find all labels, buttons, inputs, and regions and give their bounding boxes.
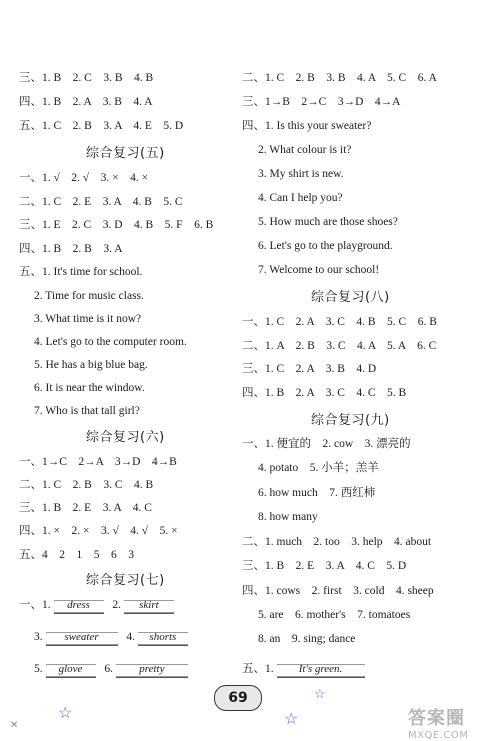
answer-line: 一、1. √ 2. √ 3. × 4. ×	[19, 172, 149, 184]
answer-line: 三、1. B 2. C 3. B 4. B	[19, 72, 154, 84]
star-icon: ☆	[314, 686, 326, 701]
watermark-url: MXQE.COM	[408, 730, 469, 741]
watermark-logo	[408, 704, 468, 741]
answer-line: 二、1. much 2. too 3. help 4. about	[242, 536, 432, 548]
answer-line: 6. It is near the window.	[34, 382, 145, 394]
answer-line: 二、1. C 2. B 3. B 4. A 5. C 6. A	[242, 72, 437, 84]
answer-line: 5. How much are those shoes?	[258, 216, 398, 228]
answer-line: 四、1. × 2. × 3. √ 4. √ 5. ×	[19, 525, 178, 537]
answer-line: 四、1. Is this your sweater?	[242, 120, 372, 132]
answer-line: 二、1. A 2. B 3. C 4. A 5. A 6. C	[242, 340, 437, 352]
answer-line: 二、1. C 2. B 3. C 4. B	[19, 479, 154, 491]
section-title-5: 综合复习(五)	[86, 146, 165, 161]
answer-line: 2. What colour is it?	[258, 144, 352, 156]
watermark-text: 答案圈	[408, 708, 465, 729]
star-icon: ☆	[284, 711, 299, 728]
answer-line: 4. potato 5. 小羊；羔羊	[258, 462, 379, 474]
item-number: 2.	[112, 599, 121, 611]
handwritten-answer: sweater	[46, 630, 118, 646]
answer-line: 一、1→C 2→A 3→D 4→B	[19, 456, 177, 468]
item-number: 5.	[34, 663, 43, 675]
answer-line: 五、1. C 2. B 3. A 4. E 5. D	[19, 120, 184, 132]
answer-line: 四、1. B 2. B 3. A	[19, 243, 123, 255]
answer-line: 7. Welcome to our school!	[258, 264, 380, 276]
item-number: 五、1.	[242, 663, 274, 675]
handwritten-answer: It's green.	[277, 662, 365, 678]
item-number: 6.	[104, 663, 113, 675]
answer-line: 5. are 6. mother's 7. tomatoes	[258, 609, 411, 621]
answer-line: 4. Can I help you?	[258, 192, 343, 204]
answer-line: 二、1. C 2. E 3. A 4. B 5. C	[19, 196, 183, 208]
answer-line: 四、1. B 2. A 3. C 4. C 5. B	[242, 387, 407, 399]
answer-line: 3. What time is it now?	[34, 313, 142, 325]
answer-line: 7. Who is that tall girl?	[34, 405, 140, 417]
handwritten-answer: pretty	[116, 662, 188, 678]
handwriting-row	[242, 662, 365, 678]
answer-line: 4. Let's go to the computer room.	[34, 336, 187, 348]
answer-line: 一、1. 便宜的 2. cow 3. 漂亮的	[242, 438, 411, 450]
handwritten-answer: dress	[54, 598, 104, 614]
answer-line: 五、4 2 1 5 6 3	[19, 549, 134, 561]
sparkle-icon: ✕	[10, 720, 19, 731]
answer-line: 6. Let's go to the playground.	[258, 240, 393, 252]
handwriting-row	[34, 630, 188, 646]
answer-line: 8. how many	[258, 511, 318, 523]
section-title-9: 综合复习(九)	[311, 413, 390, 428]
answer-line: 6. how much 7. 西红柿	[258, 487, 376, 499]
section-title-8: 综合复习(八)	[311, 290, 390, 305]
answer-line: 5. He has a big blue bag.	[34, 359, 148, 371]
answer-line: 一、1. C 2. A 3. C 4. B 5. C 6. B	[242, 316, 437, 328]
answer-line: 三、1. C 2. A 3. B 4. D	[242, 363, 377, 375]
answer-line: 四、1. B 2. A 3. B 4. A	[19, 96, 153, 108]
answer-line: 四、1. cows 2. first 3. cold 4. sheep	[242, 585, 434, 597]
section-title-6: 综合复习(六)	[86, 430, 165, 445]
page-number: 69	[214, 685, 262, 711]
answer-line: 2. Time for music class.	[34, 290, 144, 302]
handwritten-answer: skirt	[124, 598, 174, 614]
item-number: 3.	[34, 631, 43, 643]
answer-line: 三、1. E 2. C 3. D 4. B 5. F 6. B	[19, 219, 214, 231]
answer-line: 8. an 9. sing; dance	[258, 633, 356, 645]
item-number: 4.	[126, 631, 135, 643]
answer-line: 三、1. B 2. E 3. A 4. C	[19, 502, 152, 514]
item-number: 一、1.	[19, 599, 51, 611]
handwriting-row	[19, 598, 174, 614]
answer-line: 三、1→B 2→C 3→D 4→A	[242, 96, 401, 108]
section-title-7: 综合复习(七)	[86, 573, 165, 588]
answer-line: 3. My shirt is new.	[258, 168, 344, 180]
answer-line: 五、1. It's time for school.	[19, 266, 143, 278]
answer-line: 三、1. B 2. E 3. A 4. C 5. D	[242, 560, 407, 572]
handwritten-answer: shorts	[138, 630, 188, 646]
star-icon: ☆	[58, 705, 73, 722]
handwriting-row	[34, 662, 188, 678]
handwritten-answer: glove	[46, 662, 96, 678]
